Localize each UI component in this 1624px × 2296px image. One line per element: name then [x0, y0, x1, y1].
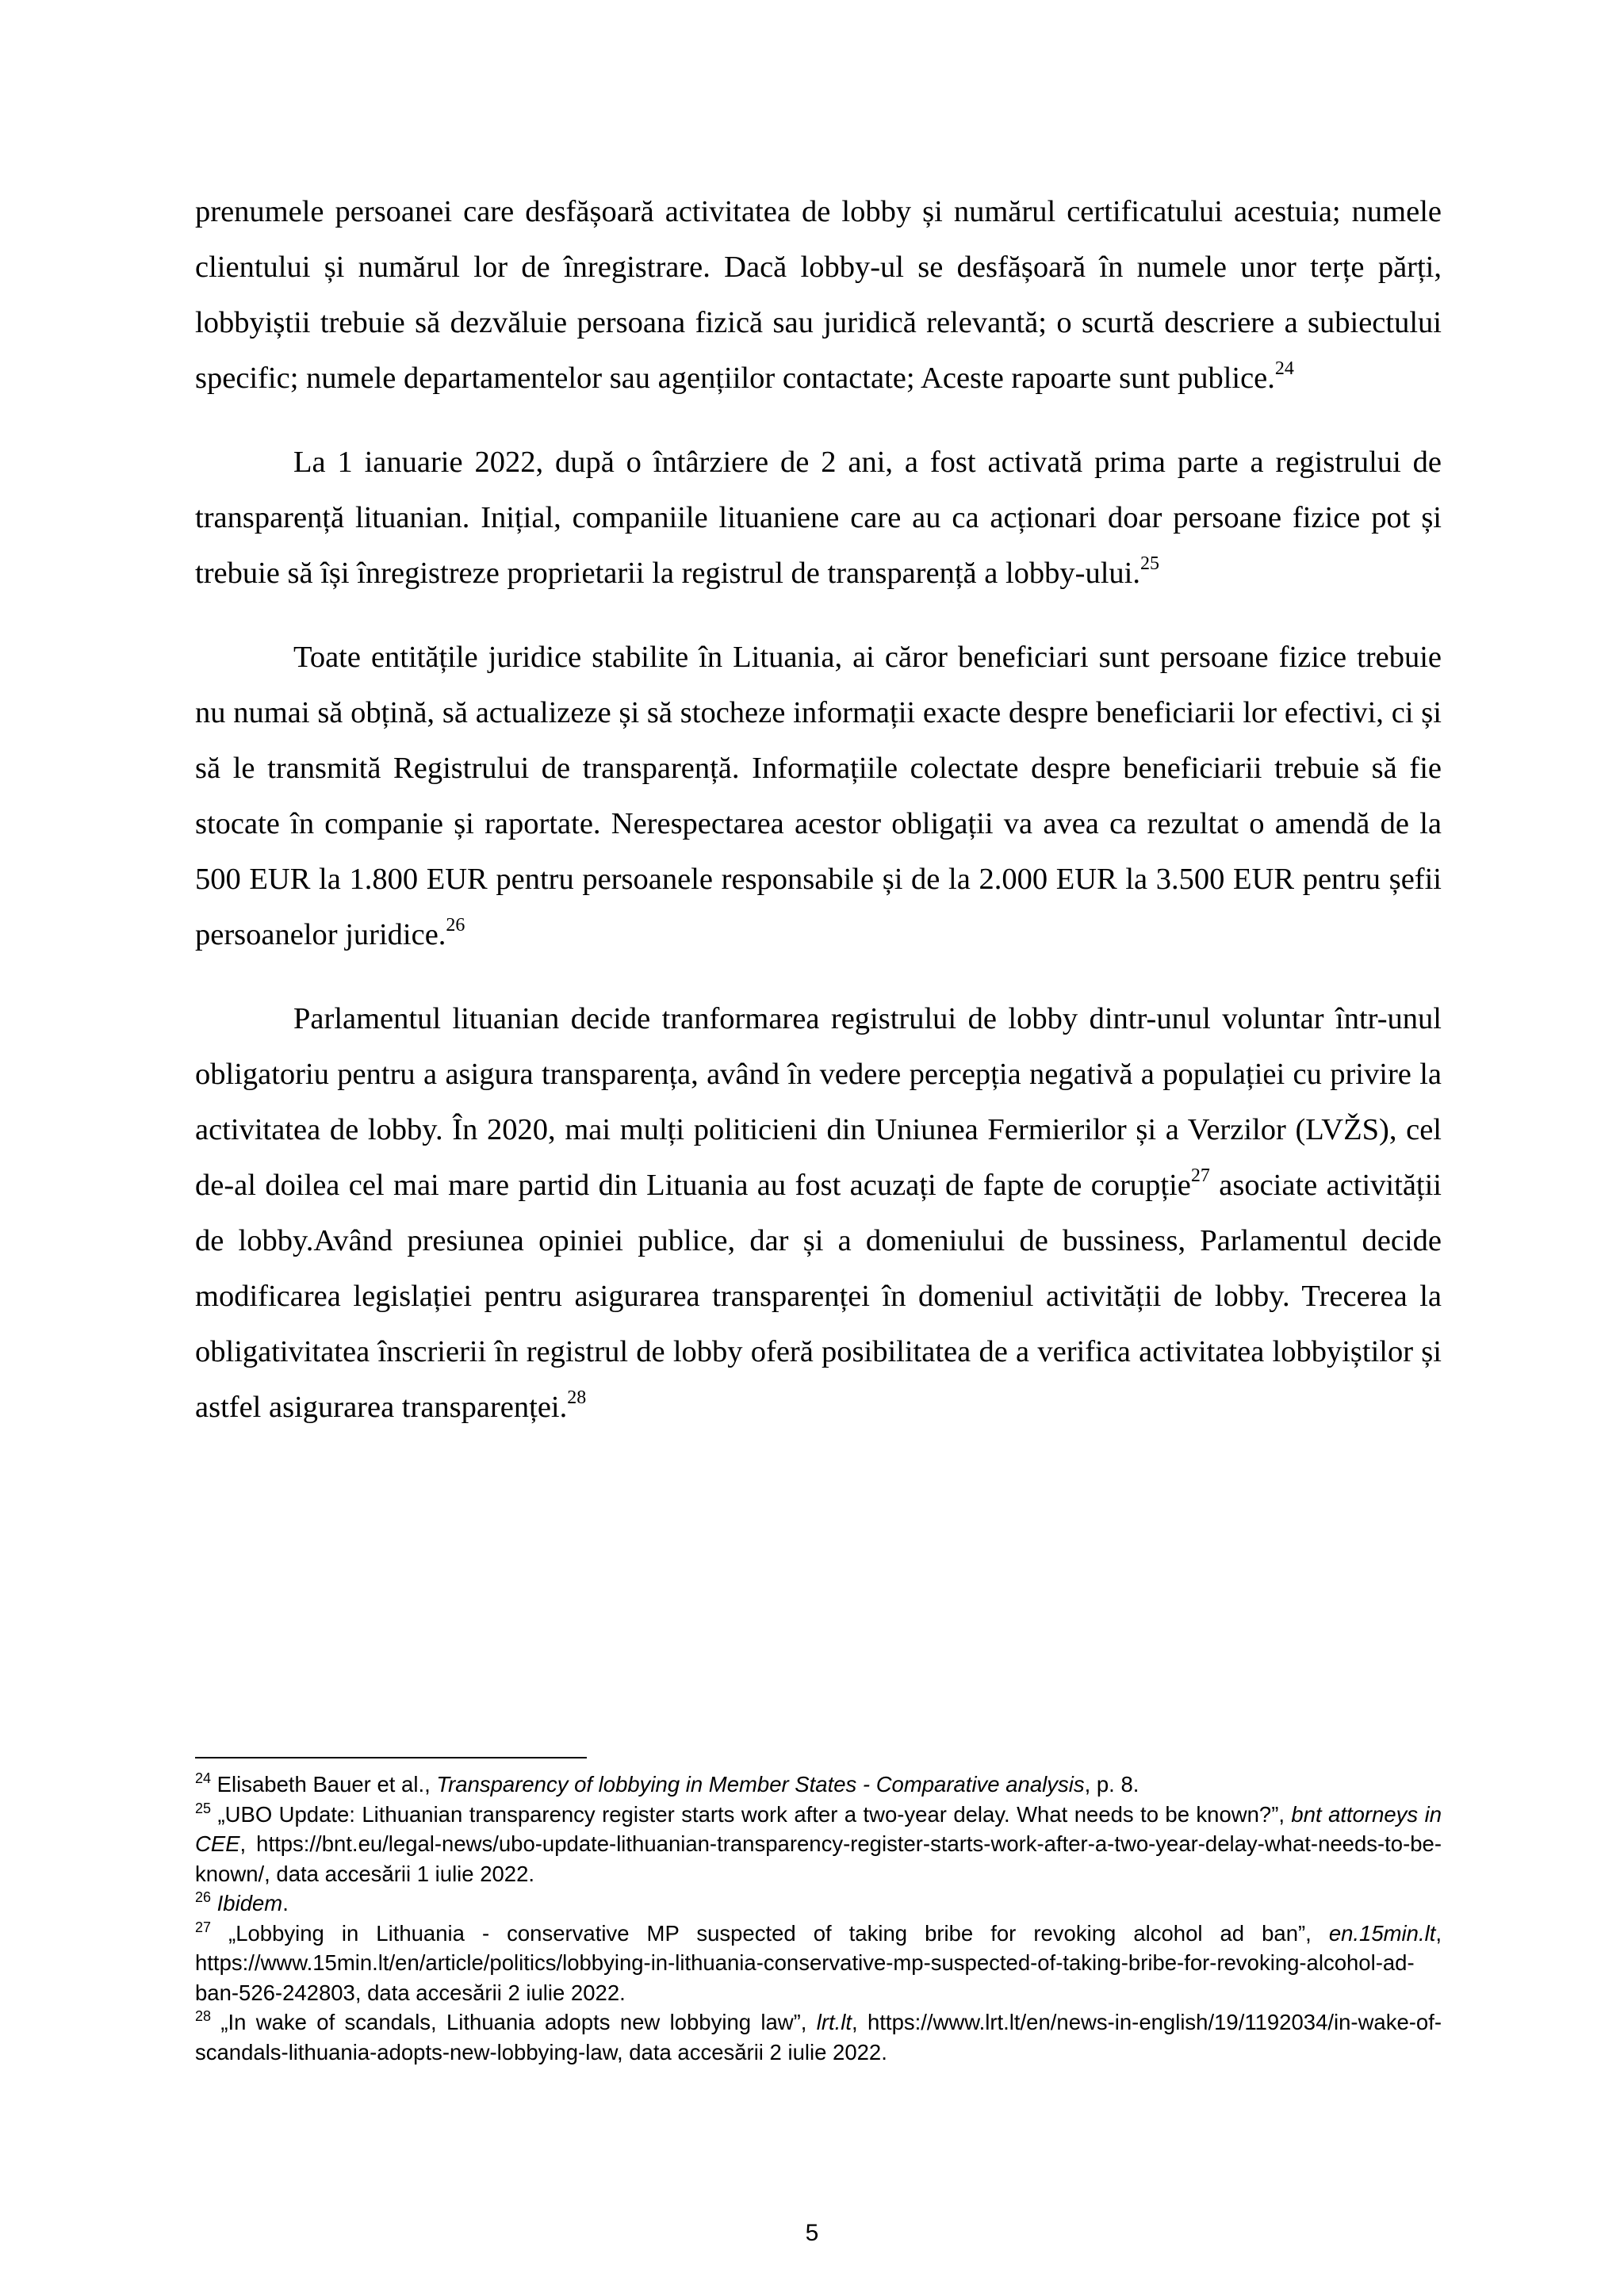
footnote-24: $^{24}$ Elisabeth Bauer et al., Transparency of lobbying in Member States - Comparative analysis, p. 8. [195, 1770, 1139, 1797]
footnote-link[interactable]: , https://www.15min.lt/en/article/politics/lobbying-in-lithuania-conservative-mp-suspected-of-taking-bribe-for-revoking-alcohol-ad-ban-526-242803, data accesării 2 iulie 2022. [195, 1920, 1442, 2005]
footnote-ref-25: 25 [1140, 553, 1159, 574]
paragraph-3: Toate entitățile juridice stabilite în Lituania, ai căror beneficiari sunt persoane fizice trebuie nu numai să obțină, să actualizeze și să stocheze informații exacte despre beneficiarii lor efectivi, ci și să le transmită Registrului de transparență. Informațiile colectate despre beneficiarii trebuie să fie stocate în companie și raportate. Nerespectarea acestor obligații va avea ca rezultat o amendă de la 500 EUR la 1.800 EUR pentru persoanele responsabile și de la 2.000 EUR la 3.500 EUR pentru șefii persoanelor juridice.$^{26}$ [195, 641, 1442, 951]
footnote-link[interactable]: , https://www.lrt.lt/en/news-in-english/19/1192034/in-wake-of-scandals-lithuania-adopts-new-lobbying-law, data accesării 2 iulie 2022. [195, 2010, 1442, 2064]
paragraph-4: Parlamentul lituanian decide tranformarea registrului de lobby dintr-unul voluntar într-unul obligatoriu pentru a asigura transparența, având în vedere percepția negativă a populației cu privire la activitatea de lobby. În 2020, mai mulți politicieni din Uniunea Fermierilor și a Verzilor (LVŽS), cel de-al doilea cel mai mare partid din Lituania au fost acuzați de fapte de corupție$^{27}$ asociate activității de lobby.Având presiunea opiniei publice, dar și a domeniului de bussiness, Parlamentul decide modificarea legislației pentru asigurarea transparenței în domeniul activității de lobby. Trecerea la obligativitatea înscrierii în registrul de lobby oferă posibilitatea de a verifica activitatea lobbyiștilor și astfel asigurarea transparenței.$^{28}$ [195, 1002, 1442, 1424]
footnotes [195, 1770, 1442, 2067]
paragraph-1: prenumele persoanei care desfășoară activitatea de lobby și numărul certificatului acestuia; numele clientului și numărul lor de înregistrare. Dacă lobby-ul se desfășoară în numele unor terțe părți, lobbyiștii trebuie să dezvăluie persoana fizică sau juridică relevantă; o scurtă descriere a subiectului specific; numele departamentelor sau agențiilor contactate; Aceste rapoarte sunt publice.$^{24}$ [195, 195, 1442, 395]
footnote-ref-24: 24 [1274, 358, 1294, 379]
footnote-separator [195, 1757, 587, 1758]
footnote-ref-26: 26 [446, 915, 465, 936]
footnote-28: $^{28}$ „In wake of scandals, Lithuania adopts new lobbying law”, lrt.lt, https://www.lrt.lt/en/news-in-english/19/1192034/in-wake-of-scandals-lithuania-adopts-new-lobbying-law, data accesării 2 iulie 2022. [195, 2008, 1442, 2064]
footnote-27: $^{27}$ „Lobbying in Lithuania - conservative MP suspected of taking bribe for revoking alcohol ad ban”, en.15min.lt, https://www.15min.lt/en/article/politics/lobbying-in-lithuania-conservative-mp-suspected-of-taking-bribe-for-revoking-alcohol-ad-ban-526-242803, data accesării 2 iulie 2022. [195, 1919, 1442, 2005]
page-number: 5 [805, 2220, 819, 2246]
footnote-ref-28: 28 [567, 1387, 587, 1408]
body-text [195, 184, 1442, 1464]
footnote-link[interactable]: , https://bnt.eu/legal-news/ubo-update-lithuanian-transparency-register-starts-work-after-a-two-year-delay-what-needs-to-be-known/, data accesării 1 iulie 2022. [195, 1831, 1442, 1886]
footnote-25: $^{25}$ „UBO Update: Lithuanian transparency register starts work after a two-year delay. What needs to be known?”, bnt attorneys in CEE, https://bnt.eu/legal-news/ubo-update-lithuanian-transparency-register-starts-work-after-a-two-year-delay-what-needs-to-be-known/, data accesării 1 iulie 2022. [195, 1800, 1442, 1886]
paragraph-2: La 1 ianuarie 2022, după o întârziere de 2 ani, a fost activată prima parte a registrului de transparență lituanian. Inițial, companiile lituaniene care au ca acționari doar persoane fizice pot și trebuie să își înregistreze proprietarii la registrul de transparență a lobby-ului.$^{25}$ [195, 446, 1442, 590]
footnote-26: $^{26}$ Ibidem. [195, 1889, 289, 1915]
footnote-ref-27: 27 [1190, 1165, 1210, 1186]
